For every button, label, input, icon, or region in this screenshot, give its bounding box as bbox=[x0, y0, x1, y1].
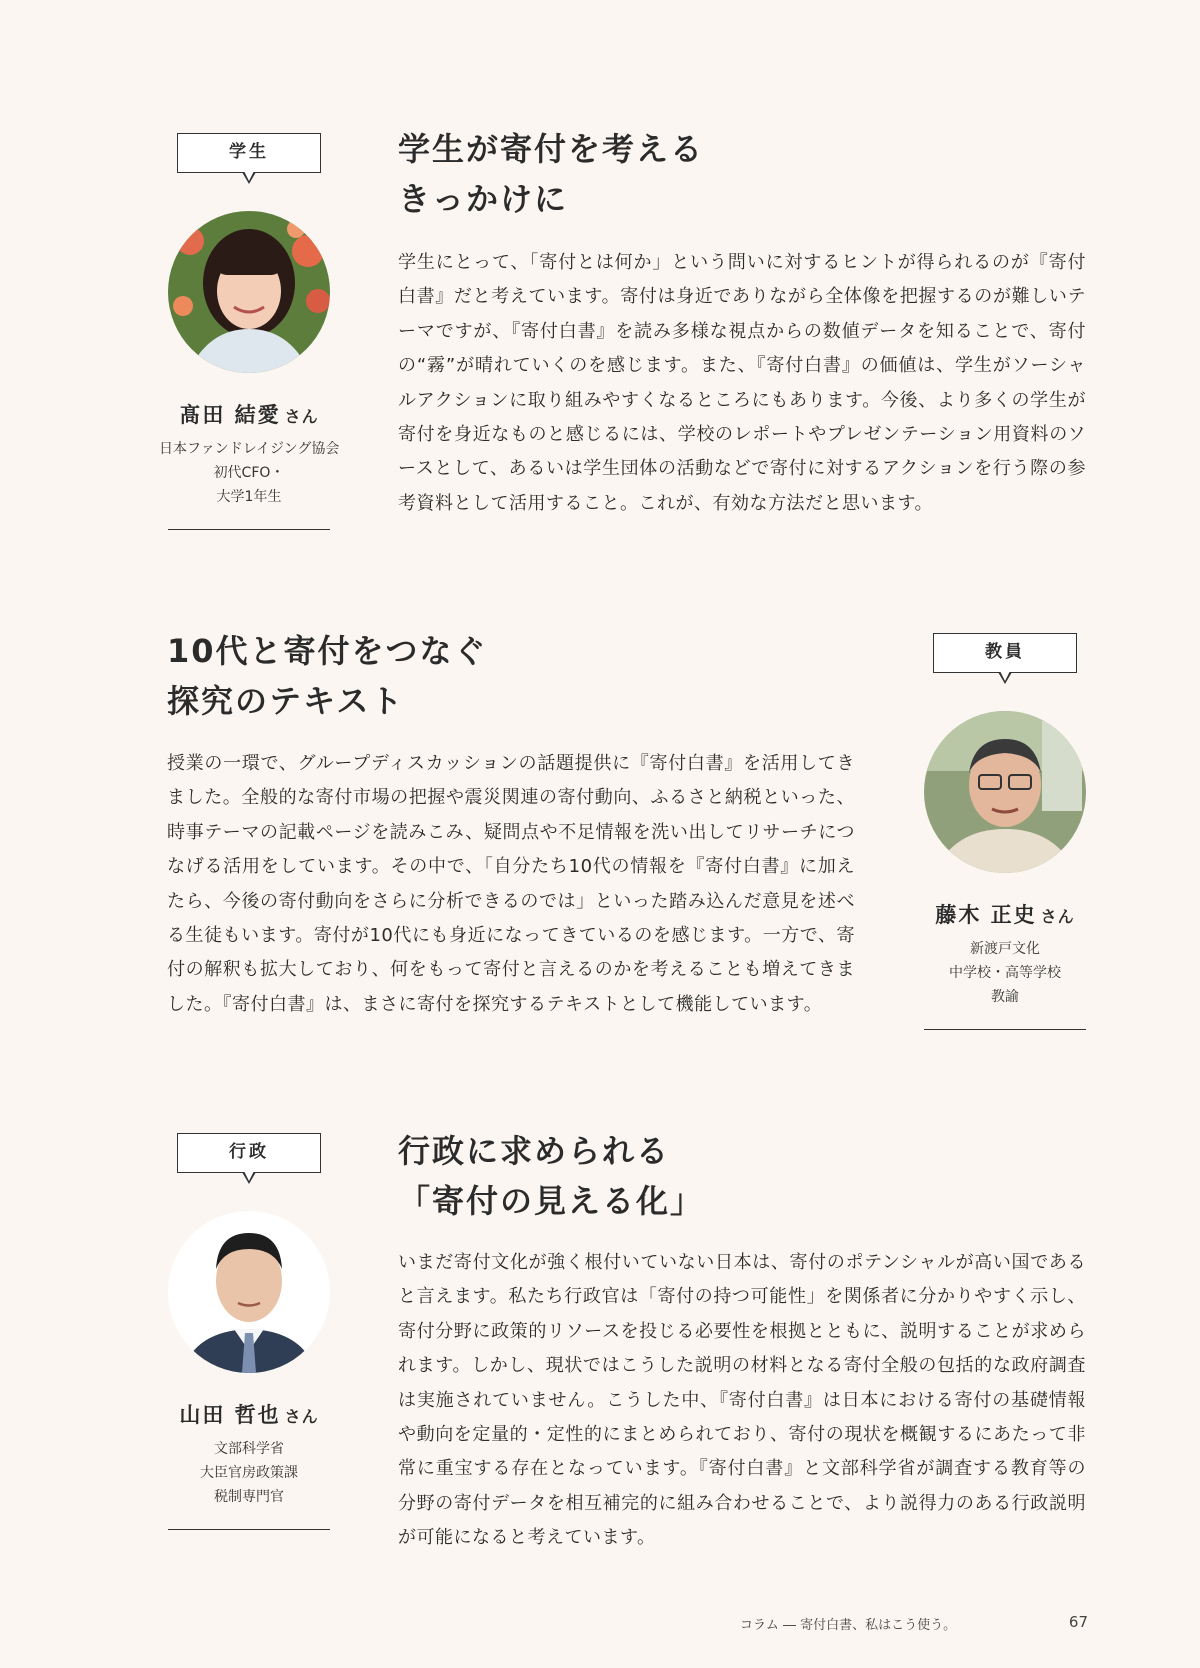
portrait-photo-student bbox=[168, 211, 330, 373]
heading-line: きっかけに bbox=[398, 180, 569, 218]
section-body-text: いまだ寄付文化が強く根付いていない日本は、寄付のポテンシャルが高い国であると言えます。私たち行政官は「寄付の持つ可能性」を関係者に分かりやすく示し、寄付分野に政策的リソースを投じる必要性を根拠とともに、説明することが求められます。しかし、現状ではこうした説明の材料となる寄付全般の包括的な政府調査は実施されていません。こうした中、『寄付白書』は日本における寄付の基礎情報や動向を定量的・定性的にまとめられており、寄付の現状を概観するにあたって非常に重宝する存在となっています。『寄付白書』と文部科学省が調査する教育等の分野の寄付データを相互補完的に組み合わせることで、より説得力のある行政説明が可能になると考えています。 bbox=[398, 1252, 1086, 1549]
heading-line: 学生が寄付を考える bbox=[398, 130, 705, 168]
section-body-text: 授業の一環で、グループディスカッションの話題提供に『寄付白書』を活用してきました。全般的な寄付市場の把握や震災関連の寄付動向、ふるさと納税といった、時事テーマの記載ページを読みこみ、疑問点や不足情報を洗い出してリサーチにつなげる活用をしています。その中で、「自分たち10代の情報を『寄付白書』に加えたら、今後の寄付動向をさらに分析できるのでは」といった踏み込んだ意見を述べる生徒もいます。寄付が10代にも身近になってきているのを感じます。一方で、寄付の解釈も拡大しており、何をもって寄付と言えるのかを考えることも増えてきました。『寄付白書』は、まさに寄付を探究するテキストとして機能しています。 bbox=[167, 753, 855, 1015]
footer-caption: コラム ― 寄付白書、私はこう使う。 bbox=[740, 1618, 957, 1633]
heading-line: 10代と寄付をつなぐ bbox=[167, 632, 488, 670]
person-name-text: 髙田 結愛 bbox=[179, 403, 281, 427]
affiliation-line: 新渡戸文化 bbox=[970, 941, 1040, 957]
profile-government bbox=[159, 1133, 339, 1530]
heading-line: 行政に求められる bbox=[398, 1132, 671, 1170]
affiliation-line: 大臣官房政策課 bbox=[200, 1465, 298, 1481]
role-tag-bubble: 学生 bbox=[177, 133, 321, 173]
portrait-photo-government bbox=[168, 1211, 330, 1373]
profile-student bbox=[159, 133, 339, 530]
heading-line: 「寄付の見える化」 bbox=[398, 1182, 705, 1220]
affiliation bbox=[159, 1437, 339, 1509]
role-tag-bubble: 行政 bbox=[177, 1133, 321, 1173]
section-body-text: 学生にとって、「寄付とは何か」という問いに対するヒントが得られるのが『寄付白書』だと考えています。寄付は身近でありながら全体像を把握するのが難しいテーマですが、『寄付白書』を読み多様な視点からの数値データを知ることで、寄付の“霧”が晴れていくのを感じます。また、『寄付白書』の価値は、学生がソーシャルアクションに取り組みやすくなるところにもあります。今後、より多くの学生が寄付を身近なものと感じるには、学校のレポートやプレゼンテーション用資料のソースとして、あるいは学生団体の活動などで寄付に対するアクションを行う際の参考資料として活用すること。これが、有効な方法だと思います。 bbox=[398, 252, 1086, 514]
person-name bbox=[159, 399, 339, 429]
role-tag-bubble: 教員 bbox=[933, 633, 1077, 673]
affiliation-line: 文部科学省 bbox=[214, 1441, 284, 1457]
section-heading bbox=[167, 626, 488, 726]
affiliation-line: 大学1年生 bbox=[216, 489, 282, 505]
honorific: さん bbox=[1040, 907, 1075, 926]
affiliation bbox=[915, 937, 1095, 1009]
person-name bbox=[159, 1399, 339, 1429]
person-name bbox=[915, 899, 1095, 929]
honorific: さん bbox=[284, 1407, 319, 1426]
heading-line: 探究のテキスト bbox=[167, 682, 405, 720]
affiliation-line: 日本ファンドレイジング協会 bbox=[159, 441, 340, 457]
profile-teacher bbox=[915, 633, 1095, 1030]
page-footer bbox=[740, 1614, 1100, 1633]
page-number: 67 bbox=[1068, 1613, 1088, 1631]
affiliation-line: 税制専門官 bbox=[214, 1489, 284, 1505]
section-heading bbox=[398, 1126, 704, 1226]
portrait-photo-teacher bbox=[924, 711, 1086, 873]
profile-divider bbox=[168, 529, 330, 530]
honorific: さん bbox=[284, 407, 319, 426]
profile-divider bbox=[924, 1029, 1086, 1030]
affiliation-line: 初代CFO・ bbox=[213, 465, 285, 481]
affiliation-line: 中学校・高等学校 bbox=[949, 965, 1061, 981]
person-name-text: 藤木 正史 bbox=[935, 903, 1037, 927]
section-heading bbox=[398, 124, 704, 224]
profile-divider bbox=[168, 1529, 330, 1530]
affiliation-line: 教諭 bbox=[991, 989, 1019, 1005]
person-name-text: 山田 哲也 bbox=[179, 1403, 281, 1427]
affiliation bbox=[159, 437, 339, 509]
